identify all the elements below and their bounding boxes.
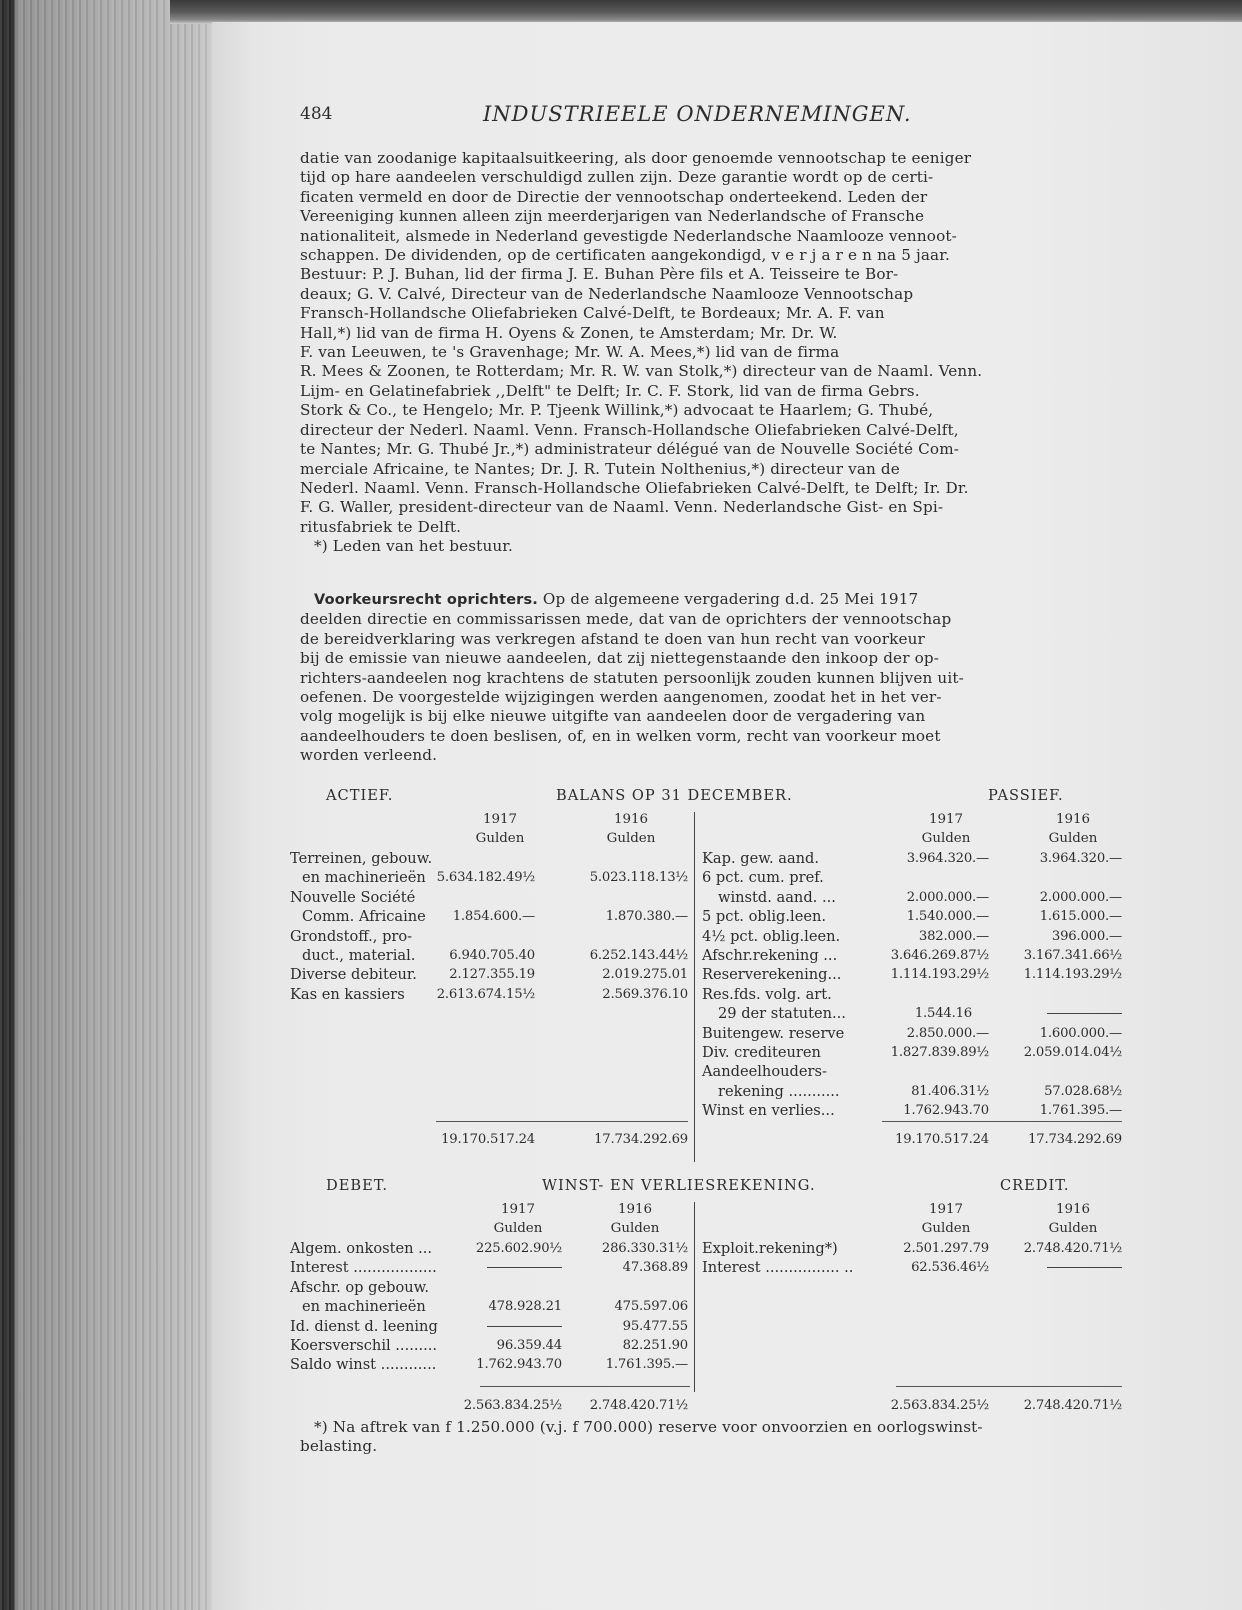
value-1917: 3.964.320.— xyxy=(906,851,989,866)
row-label: duct., material. xyxy=(302,946,416,964)
text-line: richters-aandeelen nog krachtens de statuten persoonlijk zouden kunnen blijven uit- xyxy=(300,668,964,687)
total-row xyxy=(702,1130,1122,1149)
text-line: bij de emissie van nieuwe aandeelen, dat zij niettegenstaande den inkoop der op- xyxy=(300,649,940,668)
currency-label: Gulden xyxy=(1048,1221,1098,1237)
currency-label: Gulden xyxy=(475,831,525,847)
total-1917: 19.170.517.24 xyxy=(441,1132,535,1147)
text-line: Vereeniging kunnen alleen zijn meerderjarigen van Nederlandsche of Fransche xyxy=(300,207,925,226)
value-1917: 3.646.269.87½ xyxy=(890,947,989,963)
value-1917: 96.359.44 xyxy=(496,1337,562,1353)
value-1917: 6.940.705.40 xyxy=(449,947,535,963)
table-row xyxy=(290,1355,688,1374)
passief-totals xyxy=(702,1130,1122,1149)
row-label: en machinerieën xyxy=(302,869,426,887)
text-line: oefenen. De voorgestelde wijzigingen werden aangenomen, zoodat het in het ver- xyxy=(300,688,942,707)
row-label: 29 der statuten... xyxy=(718,1005,846,1023)
year-label: 1917 xyxy=(928,1202,964,1217)
value-1917: 81.406.31½ xyxy=(911,1083,989,1099)
year-header xyxy=(460,810,540,849)
row-label: 5 pct. oblig.leen. xyxy=(702,908,827,926)
value-1916: 1.870.380.— xyxy=(605,909,688,925)
value-1917: 2.501.297.79 xyxy=(903,1241,989,1256)
value-1917: 478.928.21 xyxy=(488,1299,562,1315)
table-row xyxy=(290,888,688,907)
text-line: belasting. xyxy=(300,1437,378,1456)
year-label: 1916 xyxy=(617,1202,653,1217)
credit-title: CREDIT. xyxy=(1000,1177,1070,1194)
year-header xyxy=(590,1200,680,1239)
total-rule xyxy=(436,1121,688,1122)
currency-label: Gulden xyxy=(921,1221,971,1237)
text-line: R. Mees & Zoonen, te Rotterdam; Mr. R. W. van Stolk,*) directeur van de Naaml. Venn. xyxy=(300,362,983,381)
passief-column xyxy=(702,849,1122,1120)
value-1917: 2.613.674.15½ xyxy=(436,986,535,1002)
value-1916: 1.761.395.— xyxy=(1039,1103,1122,1119)
value-1916: 1.615.000.— xyxy=(1039,909,1122,925)
passief-title: PASSIEF. xyxy=(988,787,1064,804)
row-label: Winst en verlies... xyxy=(702,1102,835,1120)
value-1916: 2.569.376.10 xyxy=(602,986,688,1002)
table-row xyxy=(290,1336,688,1355)
table-row xyxy=(290,1258,688,1277)
text-line: Lijm- en Gelatinefabriek ,,Delft" te Delft; Ir. C. F. Stork, lid van de firma Gebrs. xyxy=(300,381,920,400)
currency-label: Gulden xyxy=(606,831,656,847)
section-heading: Voorkeursrecht oprichters. xyxy=(314,592,538,608)
total-1916: 17.734.292.69 xyxy=(1028,1132,1122,1147)
table-row xyxy=(702,868,1122,887)
value-1917: 2.127.355.19 xyxy=(449,967,535,983)
text-line: ficaten vermeld en door de Directie der vennootschap onderteekend. Leden der xyxy=(300,187,928,206)
row-label: Aandeelhouders- xyxy=(702,1063,827,1081)
text-line: F. van Leeuwen, te 's Gravenhage; Mr. W. A. Mees,*) lid van de firma xyxy=(300,343,840,362)
value-1917-empty xyxy=(487,1258,562,1277)
credit-column xyxy=(702,1239,1122,1278)
table-row xyxy=(290,985,688,1004)
row-label: 4½ pct. oblig.leen. xyxy=(702,927,841,945)
text-line: F. G. Waller, president-directeur van de Naaml. Venn. Nederlandsche Gist- en Spi- xyxy=(300,498,944,517)
value-1916: 286.330.31½ xyxy=(601,1241,688,1256)
total-1916: 2.748.420.71½ xyxy=(1023,1398,1122,1413)
value-1916: 82.251.90 xyxy=(622,1337,688,1353)
table-row xyxy=(702,849,1122,868)
table-row xyxy=(702,946,1122,965)
value-1916: 5.023.118.13½ xyxy=(589,870,688,886)
total-row xyxy=(702,1396,1122,1415)
bottom-footnote xyxy=(300,1418,1135,1457)
table-row xyxy=(702,1004,1122,1023)
text-line: schappen. De dividenden, op de certificaten aangekondigd, v e r j a r e n na 5 jaar. xyxy=(300,246,950,265)
row-label: 6 pct. cum. pref. xyxy=(702,869,824,887)
value-1917: 2.000.000.— xyxy=(906,889,989,905)
value-1917: 1.114.193.29½ xyxy=(890,967,989,983)
value-1916-empty xyxy=(1047,1258,1122,1277)
table-row xyxy=(290,907,688,926)
table-row xyxy=(702,1258,1122,1277)
table-row xyxy=(702,907,1122,926)
row-label: en machinerieën xyxy=(302,1298,426,1316)
value-1916: 1.114.193.29½ xyxy=(1023,967,1122,983)
row-label: Grondstoff., pro- xyxy=(290,927,413,945)
total-1916: 17.734.292.69 xyxy=(594,1132,688,1147)
value-1917: 225.602.90½ xyxy=(475,1241,562,1256)
row-label: Exploit.rekening*) xyxy=(702,1240,838,1257)
value-1917: 1.544.16 xyxy=(914,1006,972,1022)
row-label: Interest ................ .. xyxy=(702,1259,854,1277)
profit-loss-account xyxy=(288,1176,1128,1413)
text-fragment: Op de algemeene vergadering d.d. 25 Mei 1917 xyxy=(537,590,919,608)
table-row xyxy=(290,946,688,965)
value-1916: 2.748.420.71½ xyxy=(1023,1241,1122,1256)
currency-label: Gulden xyxy=(921,831,971,847)
total-1917: 2.563.834.25½ xyxy=(890,1398,989,1413)
row-label: Res.fds. volg. art. xyxy=(702,985,832,1003)
actief-totals xyxy=(290,1130,688,1149)
text-line: Bestuur: P. J. Buhan, lid der firma J. E. Buhan Père fils et A. Teisseire te Bor- xyxy=(300,265,899,284)
text-line: datie van zoodanige kapitaalsuitkeering, als door genoemde vennootschap te eeniger xyxy=(300,149,972,167)
value-1916: 57.028.68½ xyxy=(1044,1083,1122,1099)
text-line xyxy=(300,590,1135,610)
value-1917: 1.762.943.70 xyxy=(476,1357,562,1373)
text-line: Hall,*) lid van de firma H. Oyens & Zonen, te Amsterdam; Mr. Dr. W. xyxy=(300,323,838,342)
table-row xyxy=(702,965,1122,984)
balance-title: BALANS OP 31 DECEMBER. xyxy=(556,787,793,804)
currency-label: Gulden xyxy=(610,1221,660,1237)
dash-rule xyxy=(1047,1267,1122,1268)
balance-sheet xyxy=(288,786,1128,1166)
row-label: rekening ........... xyxy=(718,1082,840,1100)
row-label: Comm. Africaine xyxy=(302,908,426,926)
text-line: volg mogelijk is bij elke nieuwe uitgifte van aandeelen door de vergadering van xyxy=(300,707,926,726)
total-row xyxy=(290,1396,688,1415)
debet-column xyxy=(290,1239,688,1375)
voorkeursrecht-paragraph xyxy=(300,590,1135,766)
intro-paragraph xyxy=(300,149,1135,557)
row-label: Afschr. op gebouw. xyxy=(290,1278,430,1296)
book-top-edge xyxy=(170,0,1242,24)
row-label: Div. crediteuren xyxy=(702,1043,821,1061)
year-label: 1916 xyxy=(613,812,649,827)
table-row xyxy=(702,1062,1122,1081)
value-1917: 5.634.182.49½ xyxy=(436,870,535,886)
value-1916: 6.252.143.44½ xyxy=(589,947,688,963)
value-1917: 382.000.— xyxy=(918,928,989,944)
row-label: Reserverekening... xyxy=(702,966,842,984)
dash-rule xyxy=(487,1326,562,1327)
dash-rule xyxy=(1047,1013,1122,1014)
row-label: Algem. onkosten ... xyxy=(290,1240,433,1257)
profit-loss-title: WINST- EN VERLIESREKENING. xyxy=(542,1177,816,1194)
value-1916: 2.059.014.04½ xyxy=(1023,1044,1122,1060)
table-row xyxy=(290,1317,688,1336)
running-title: INDUSTRIEELE ONDERNEMINGEN. xyxy=(483,102,912,126)
row-label: Saldo winst ............ xyxy=(290,1356,437,1374)
value-1916: 95.477.55 xyxy=(622,1318,688,1334)
value-1916: 47.368.89 xyxy=(622,1260,688,1276)
table-row xyxy=(290,849,688,868)
table-row xyxy=(290,868,688,887)
value-1916-empty xyxy=(1047,1004,1122,1023)
actief-title: ACTIEF. xyxy=(326,787,394,804)
value-1917: 1.854.600.— xyxy=(452,909,535,925)
year-header xyxy=(586,810,676,849)
year-header xyxy=(1028,1200,1118,1239)
year-label: 1917 xyxy=(928,812,964,827)
text-line: Fransch-Hollandsche Oliefabrieken Calvé-Delft, te Bordeaux; Mr. A. F. van xyxy=(300,304,885,323)
table-row xyxy=(702,1101,1122,1120)
profit-loss-header xyxy=(288,1176,1128,1198)
text-line: te Nantes; Mr. G. Thubé Jr.,*) administrateur délégué van de Nouvelle Société Com- xyxy=(300,440,960,459)
row-label: Koersverschil ......... xyxy=(290,1336,438,1354)
row-label: Terreinen, gebouw. xyxy=(290,850,433,867)
page-number: 484 xyxy=(300,104,333,124)
text-line: directeur der Nederl. Naaml. Venn. Fransch-Hollandsche Oliefabrieken Calvé-Delft, xyxy=(300,420,959,439)
row-label: Id. dienst d. leening xyxy=(290,1317,438,1335)
text-line: aandeelhouders te doen beslisen, of, en in welken vorm, recht van voorkeur moet xyxy=(300,726,941,745)
text-line: deaux; G. V. Calvé, Directeur van de Nederlandsche Naamlooze Vennootschap xyxy=(300,284,914,303)
row-label: winstd. aand. ... xyxy=(718,888,836,906)
table-row xyxy=(702,927,1122,946)
text-line: merciale Africaine, te Nantes; Dr. J. R. Tutein Nolthenius,*) directeur van de xyxy=(300,459,900,478)
row-label: Diverse debiteur. xyxy=(290,966,417,984)
currency-label: Gulden xyxy=(493,1221,543,1237)
book-page-edges xyxy=(0,0,215,1610)
value-1917: 1.827.839.89½ xyxy=(890,1044,989,1060)
total-rule xyxy=(896,1386,1122,1387)
table-row xyxy=(702,1024,1122,1043)
value-1917: 1.540.000.— xyxy=(906,909,989,925)
currency-label: Gulden xyxy=(1048,831,1098,847)
column-divider xyxy=(694,1202,695,1392)
row-label: Interest .................. xyxy=(290,1259,437,1277)
total-row xyxy=(290,1130,688,1149)
value-1917: 62.536.46½ xyxy=(911,1260,989,1276)
value-1916: 475.597.06 xyxy=(614,1299,688,1315)
year-header xyxy=(906,1200,986,1239)
text-line: Nederl. Naaml. Venn. Fransch-Hollandsche Oliefabrieken Calvé-Delft, te Delft; Ir. Dr. xyxy=(300,478,969,497)
table-row xyxy=(702,1043,1122,1062)
total-1916: 2.748.420.71½ xyxy=(589,1398,688,1413)
table-row xyxy=(702,1082,1122,1101)
row-label: Afschr.rekening ... xyxy=(702,946,838,964)
total-1917: 19.170.517.24 xyxy=(895,1132,989,1147)
value-1916: 396.000.— xyxy=(1051,928,1122,944)
text-line: tijd op hare aandeelen verschuldigd zullen zijn. Deze garantie wordt op de certi- xyxy=(300,168,934,187)
table-row xyxy=(290,1239,688,1258)
value-1917: 2.850.000.— xyxy=(906,1025,989,1041)
text-line: nationaliteit, alsmede in Nederland gevestigde Nederlandsche Naamlooze vennoot- xyxy=(300,226,957,245)
table-row xyxy=(702,888,1122,907)
table-row xyxy=(290,1278,688,1297)
running-header xyxy=(300,104,1110,132)
year-label: 1917 xyxy=(500,1202,536,1217)
text-line: deelden directie en commissarissen mede, dat van de oprichters der vennootschap xyxy=(300,610,952,629)
column-divider xyxy=(694,812,695,1162)
year-header xyxy=(1028,810,1118,849)
year-header xyxy=(906,810,986,849)
total-1917: 2.563.834.25½ xyxy=(463,1398,562,1413)
balance-sheet-header xyxy=(288,786,1128,808)
bestuur-footnote: *) Leden van het bestuur. xyxy=(314,537,514,556)
text-line: worden verleend. xyxy=(300,746,438,765)
text-line: de bereidverklaring was verkregen afstand te doen van hun recht van voorkeur xyxy=(300,629,925,648)
table-row xyxy=(290,927,688,946)
year-header xyxy=(478,1200,558,1239)
text-line: Stork & Co., te Hengelo; Mr. P. Tjeenk Willink,*) advocaat te Haarlem; G. Thubé, xyxy=(300,401,934,420)
year-label: 1916 xyxy=(1055,812,1091,827)
dash-rule xyxy=(487,1267,562,1268)
row-label: Nouvelle Société xyxy=(290,888,416,906)
row-label: Kas en kassiers xyxy=(290,985,405,1003)
row-label: Kap. gew. aand. xyxy=(702,850,820,867)
year-label: 1916 xyxy=(1055,1202,1091,1217)
value-1916: 2.019.275.01 xyxy=(602,967,688,983)
value-1916: 1.761.395.— xyxy=(605,1357,688,1373)
row-label: Buitengew. reserve xyxy=(702,1024,845,1042)
total-rule xyxy=(882,1121,1122,1122)
table-row xyxy=(290,1297,688,1316)
table-row xyxy=(702,985,1122,1004)
value-1916: 3.964.320.— xyxy=(1039,851,1122,866)
total-rule xyxy=(480,1386,690,1387)
value-1916: 2.000.000.— xyxy=(1039,889,1122,905)
value-1917: 1.762.943.70 xyxy=(903,1103,989,1119)
table-row xyxy=(290,965,688,984)
text-line: ritusfabriek te Delft. xyxy=(300,517,462,536)
value-1917-empty xyxy=(487,1317,562,1336)
actief-column xyxy=(290,849,688,1004)
credit-totals xyxy=(702,1396,1122,1415)
value-1916: 1.600.000.— xyxy=(1039,1025,1122,1041)
table-row xyxy=(702,1239,1122,1258)
debet-totals xyxy=(290,1396,688,1415)
value-1916: 3.167.341.66½ xyxy=(1023,947,1122,963)
text-line: *) Na aftrek van f 1.250.000 (v.j. f 700.000) reserve voor onvoorzien en oorlogswinst- xyxy=(314,1418,983,1436)
debet-title: DEBET. xyxy=(326,1177,388,1194)
year-label: 1917 xyxy=(482,812,518,827)
